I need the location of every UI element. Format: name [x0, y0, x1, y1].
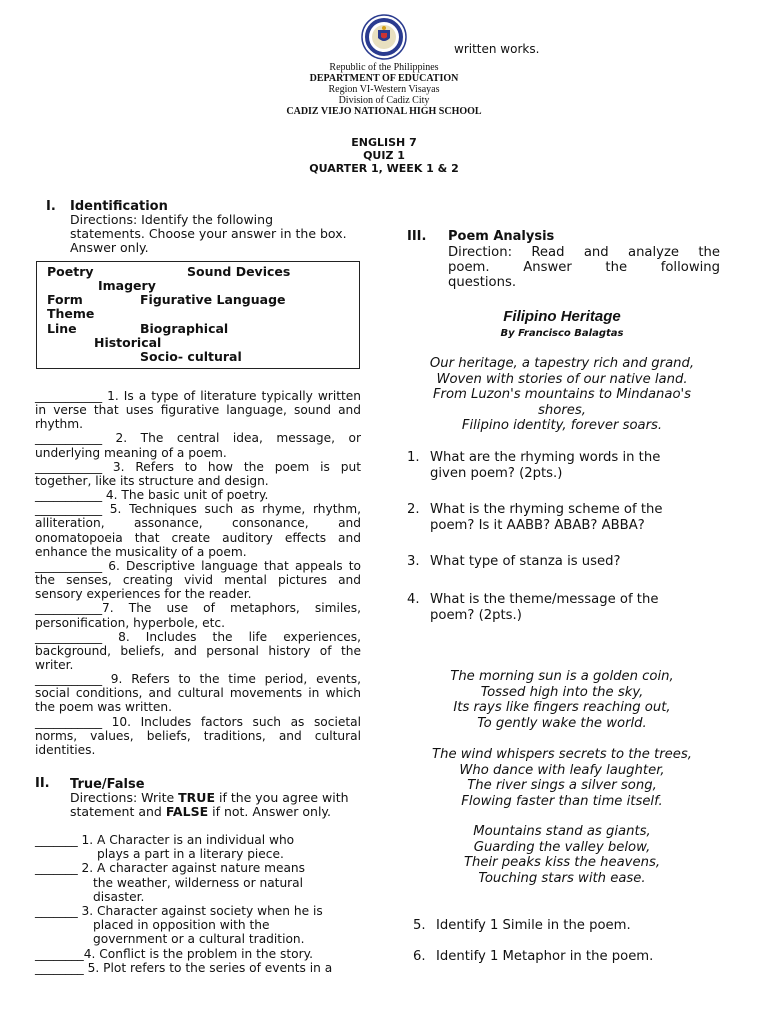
poem-line: Woven with stories of our native land.: [436, 371, 688, 387]
poem-line: Their peaks kiss the heavens,: [463, 855, 661, 871]
poem-line: shores,: [538, 402, 586, 418]
department-line: DEPARTMENT OF EDUCATION: [309, 73, 459, 84]
section2-number: II.: [35, 776, 50, 791]
region-line: Region VI-Western Visayas: [328, 84, 440, 95]
poem-line: Tossed high into the sky,: [480, 684, 644, 700]
identification-item-5: ___________ 5. Techniques such as rhyme, rhythm, alliteration, assonance, consonance, and onomatopoeia that create auditory effects and enhance the musicality of a poem.: [35, 502, 361, 559]
identification-item-3: ___________ 3. Refers to how the poem is put together, like its structure and design.: [35, 459, 361, 488]
section1-directions-1: Directions: Identify the following: [70, 212, 274, 227]
true-false-items: _______ 1. A Character is an individual who plays a part in a literary piece. _______ 2. A character against nature means the weather, wilderness or natural disaster. _______ 3. Character against society when he is placed in opposition with the government or a cultural tradition. ________4. Conflict is the problem in the story. ________ 5. Plot refers to the series of events in a: [35, 833, 361, 975]
written-works-note: written works.: [454, 42, 540, 56]
section1-number: I.: [46, 199, 56, 214]
analysis-question-1: 1. What are the rhyming words in the given poem? (2pts.): [407, 450, 661, 481]
tf-item-3: _______ 3. Character against society when he is: [35, 904, 323, 919]
choice-historical: Historical: [94, 335, 162, 350]
identification-item-8: ___________ 8. Includes the life experiences, background, beliefs, and personal history of the writer.: [35, 629, 361, 672]
section2-title: True/False: [70, 777, 145, 792]
poem-stanza-3: [380, 747, 744, 809]
poem-line: Who dance with leafy laughter,: [459, 762, 665, 778]
poem-line: From Luzon's mountains to Mindanao's: [432, 387, 692, 403]
poem-stanza-4: [380, 824, 744, 886]
section3-title: Poem Analysis: [448, 229, 555, 244]
poem-line: Mountains stand as giants,: [473, 824, 651, 839]
choice-theme: Theme: [47, 306, 95, 321]
choice-poetry: Poetry: [47, 264, 94, 279]
poem-line: Guarding the valley below,: [473, 839, 651, 855]
period-title: QUARTER 1, WEEK 1 & 2: [309, 162, 459, 175]
identification-item-2: ___________ 2. The central idea, message, or underlying meaning of a poem.: [35, 431, 361, 460]
republic-line: Republic of the Philippines: [329, 62, 439, 73]
analysis-question-4: 4. What is the theme/message of the poem? (2pts.): [407, 592, 659, 623]
section1-directions-2: statements. Choose your answer in the box.: [70, 226, 347, 241]
subject-title: ENGLISH 7: [351, 136, 417, 149]
tf-item-2: _______ 2. A character against nature means: [35, 861, 305, 876]
poem-stanza-1: [380, 356, 744, 434]
choice-imagery: Imagery: [98, 278, 156, 293]
poem-line: Touching stars with ease.: [478, 870, 646, 886]
choice-sound-devices: Sound Devices: [187, 264, 291, 279]
section1-directions-3: Answer only.: [70, 240, 149, 255]
school-line: CADIZ VIEJO NATIONAL HIGH SCHOOL: [286, 106, 482, 117]
analysis-question-3: 3. What type of stanza is used?: [407, 554, 621, 569]
tf-item-1: _______ 1. A Character is an individual who: [35, 833, 295, 847]
tf-item-5: ________ 5. Plot refers to the series of events in a: [35, 960, 333, 975]
identification-item-6: ___________ 6. Descriptive language that appeals to the senses, creating vivid mental pictures and sensory experiences for the reader.: [35, 558, 361, 602]
section2-directions-1: Directions: Write TRUE if the you agree with: [70, 790, 349, 805]
poem-line: Our heritage, a tapestry rich and grand,: [429, 356, 695, 371]
poem-line: The morning sun is a golden coin,: [450, 669, 674, 684]
choice-biographical: Biographical: [140, 321, 229, 336]
identification-items: [35, 389, 361, 757]
poem-stanza-2: [380, 669, 744, 731]
poem-title: Filipino Heritage: [503, 308, 621, 325]
quiz-title: QUIZ 1: [363, 149, 405, 162]
section3-number: III.: [407, 229, 427, 244]
analysis-question-6: 6. Identify 1 Metaphor in the poem.: [413, 949, 654, 964]
analysis-question-5: 5. Identify 1 Simile in the poem.: [413, 918, 631, 933]
section3-directions-1: Direction: Read and analyze the: [448, 245, 720, 260]
choice-socio-cultural: Socio- cultural: [140, 349, 242, 364]
poem-line: To gently wake the world.: [477, 715, 647, 731]
choice-line: Line: [47, 321, 77, 336]
section1-title: Identification: [70, 199, 168, 214]
section2-directions-2: statement and FALSE if not. Answer only.: [70, 804, 332, 819]
identification-item-10: ___________ 10. Includes factors such as societal norms, values, beliefs, traditions, and cultural identities.: [35, 714, 361, 757]
deped-seal-icon: [361, 14, 407, 60]
poem-author: By Francisco Balagtas: [500, 328, 624, 339]
division-line: Division of Cadiz City: [338, 95, 430, 106]
identification-item-7: ___________7. The use of metaphors, similes, personification, hyperbole, etc.: [35, 601, 361, 630]
identification-item-4: ___________ 4. The basic unit of poetry.: [35, 488, 269, 503]
choice-form: Form: [47, 292, 83, 307]
tf-item-4: ________4. Conflict is the problem in the story.: [35, 946, 313, 961]
identification-item-1: ___________ 1. Is a type of literature typically written in verse that uses figurative language, sound and rhythm.: [35, 389, 361, 432]
poem-line: The river sings a silver song,: [467, 778, 657, 794]
section3-directions-2: poem. Answer the following: [448, 260, 720, 275]
poem-line: Its rays like fingers reaching out,: [453, 700, 671, 716]
poem-line: Filipino identity, forever soars.: [461, 418, 663, 434]
section3-directions-3: questions.: [448, 275, 517, 290]
choice-figurative-language: Figurative Language: [140, 292, 286, 307]
identification-item-9: ___________ 9. Refers to the time period, events, social conditions, and cultural movements in which the poem was written.: [35, 672, 361, 715]
poem-line: Flowing faster than time itself.: [461, 793, 663, 809]
analysis-question-2: 2. What is the rhyming scheme of the poem? Is it AABB? ABAB? ABBA?: [407, 502, 663, 533]
poem-line: The wind whispers secrets to the trees,: [432, 747, 692, 762]
